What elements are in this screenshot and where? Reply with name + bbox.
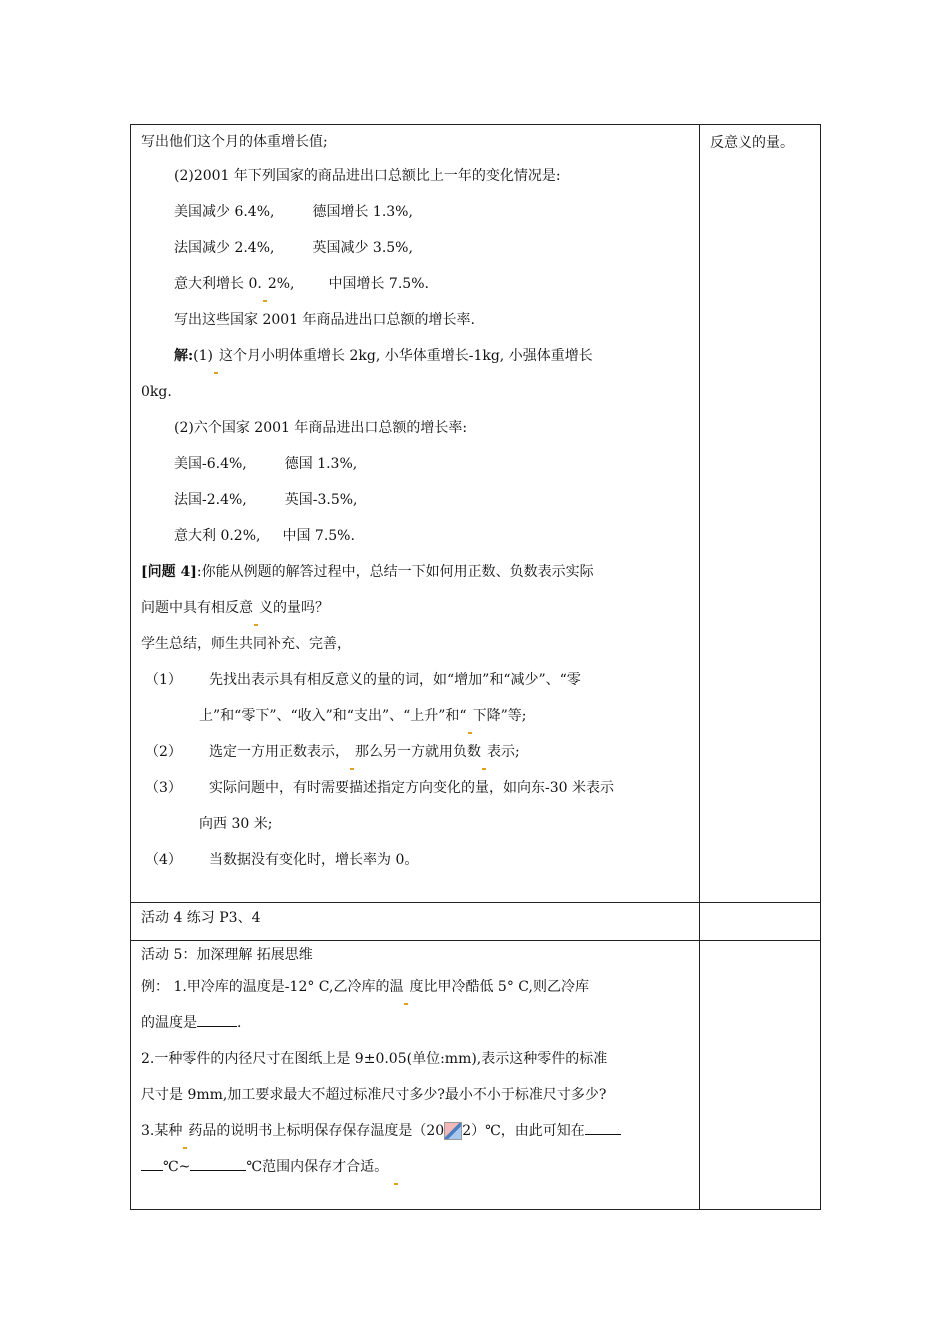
answer-blank[interactable] [197,1012,237,1027]
text-line [131,806,699,842]
text-span: 美国-6.4%, [174,456,247,472]
text-span: 写出这些国家 2001 年商品进出口总额的增长率. [174,312,475,328]
text-line [131,770,699,806]
text-span: 向西 30 米; [199,816,273,832]
text-span: 2.一种零件的内径尺寸在图纸上是 9±0.05(单位:mm),表示这种零件的标准 [141,1051,608,1067]
text-span: ℃范围内保存才合适。 [246,1159,389,1175]
text-span: (2)2001 年下列国家的商品进出口总额比上一年的变化情况是: [174,168,561,184]
text-span: 德国增长 1.3%, [312,204,413,220]
text-span: 当数据没有变化时，增长率为 0。 [209,852,419,868]
side-note-cell [700,125,821,903]
side-note-cell [700,903,821,941]
text-span: . [237,1015,242,1031]
text-span: 2%, [267,276,295,292]
text-line [131,446,699,482]
main-cell [131,941,700,1210]
text-line [131,127,699,158]
text-line [131,338,699,374]
text-line [131,969,699,1005]
text-span: 中国 7.5%. [282,528,355,544]
text-span: 实际问题中，有时需要描述指定方向变化的量，如向东-30 米表示 [209,780,614,796]
answer-blank[interactable] [190,1156,246,1171]
plus-minus-image-icon [444,1122,462,1140]
text-line [131,698,699,734]
text-line [131,1149,699,1185]
text-line [131,1041,699,1077]
activity-5-title: 活动 5：加深理解 拓展思维 [141,947,313,963]
text-span: 这个月小明体重增长 2kg, 小华体重增长-1kg, 小强体重增长 [219,348,593,364]
question-label: [问题 4] [141,564,197,580]
text-line [131,941,699,969]
text-span: 上”和“零下”、“收入”和“支出”、“上升”和“ [199,708,467,724]
text-line [131,662,699,698]
text-span: 意大利 0.2%, [174,528,261,544]
text-span: 尺寸是 9mm,加工要求最大不超过标准尺寸多少?最小不小于标准尺寸多少? [141,1087,607,1103]
text-span: 写出他们这个月的体重增长值; [141,134,328,150]
text-line [131,266,699,302]
text-span: 度比甲冷酷低 5° C,则乙冷库 [409,979,589,995]
text-span: 学生总结，师生共同补充、完善， [141,636,351,652]
text-span: 例： 1.甲冷库的温度是-12° C,乙冷库的温 [141,979,404,995]
text-line [131,590,699,626]
text-span: 英国-3.5%, [284,492,358,508]
list-number: （1） [145,672,182,688]
text-span: 的温度是 [141,1015,197,1031]
answer-blank[interactable] [585,1120,621,1135]
side-note [700,941,820,951]
text-span: 2）℃，由此可知在 [462,1123,585,1139]
side-note-cell [700,941,821,1210]
side-note [700,903,820,913]
table-row [131,125,821,903]
list-number: （2） [145,744,182,760]
text-span: 德国 1.3%, [284,456,358,472]
answer-blank[interactable] [141,1156,163,1171]
answer-label: 解: [174,348,194,364]
text-span: 下降”等; [472,708,527,724]
text-span: 义的量吗？ [259,600,329,616]
text-line [131,158,699,194]
text-line [131,1077,699,1113]
text-span: 意大利增长 0. [174,276,262,292]
table-row [131,941,821,1210]
text-span: 3.某种 [141,1123,183,1139]
text-line [131,374,699,410]
text-line [131,1005,699,1041]
text-span: 药品的说明书上标明保存保存温度是（20 [188,1123,445,1139]
activity-4-text: 活动 4 练习 P3、4 [141,910,261,926]
edit-mark-icon [394,1183,398,1185]
text-line [131,518,699,554]
text-line [131,734,699,770]
main-cell [131,125,700,903]
text-line [131,903,699,933]
text-span: (1) [193,348,214,364]
text-line [131,554,699,590]
text-span: 那么另一方就用负数 [355,744,481,760]
text-span: 法国-2.4%, [174,492,247,508]
lesson-page [130,124,820,1210]
text-line [131,194,699,230]
text-span: (2)六个国家 2001 年商品进出口总额的增长率: [174,420,468,436]
text-span: 中国增长 7.5%. [328,276,429,292]
text-span: 0kg. [141,384,172,400]
text-span: 问题中具有相反意 [141,600,253,616]
list-number: （4） [145,852,182,868]
text-span: 表示; [487,744,520,760]
text-span: 法国减少 2.4%, [174,240,275,256]
table-row [131,903,821,941]
text-line [131,842,699,878]
list-number: （3） [145,780,182,796]
text-span: 选定一方用正数表示， [209,744,349,760]
text-span: ℃~ [163,1159,191,1175]
text-span: 英国减少 3.5%, [312,240,413,256]
text-span: :你能从例题的解答过程中，总结一下如何用正数、负数表示实际 [196,564,594,580]
main-cell [131,903,700,941]
text-span: 美国减少 6.4%, [174,204,275,220]
lesson-table [130,124,821,1210]
text-line [131,482,699,518]
side-note: 反意义的量。 [710,135,794,151]
text-span: 先找出表示具有相反意义的量的词，如“增加”和“减少”、“零 [209,672,581,688]
text-line [131,1113,699,1149]
text-line [131,410,699,446]
text-line [131,230,699,266]
text-line [131,626,699,662]
text-line [131,302,699,338]
